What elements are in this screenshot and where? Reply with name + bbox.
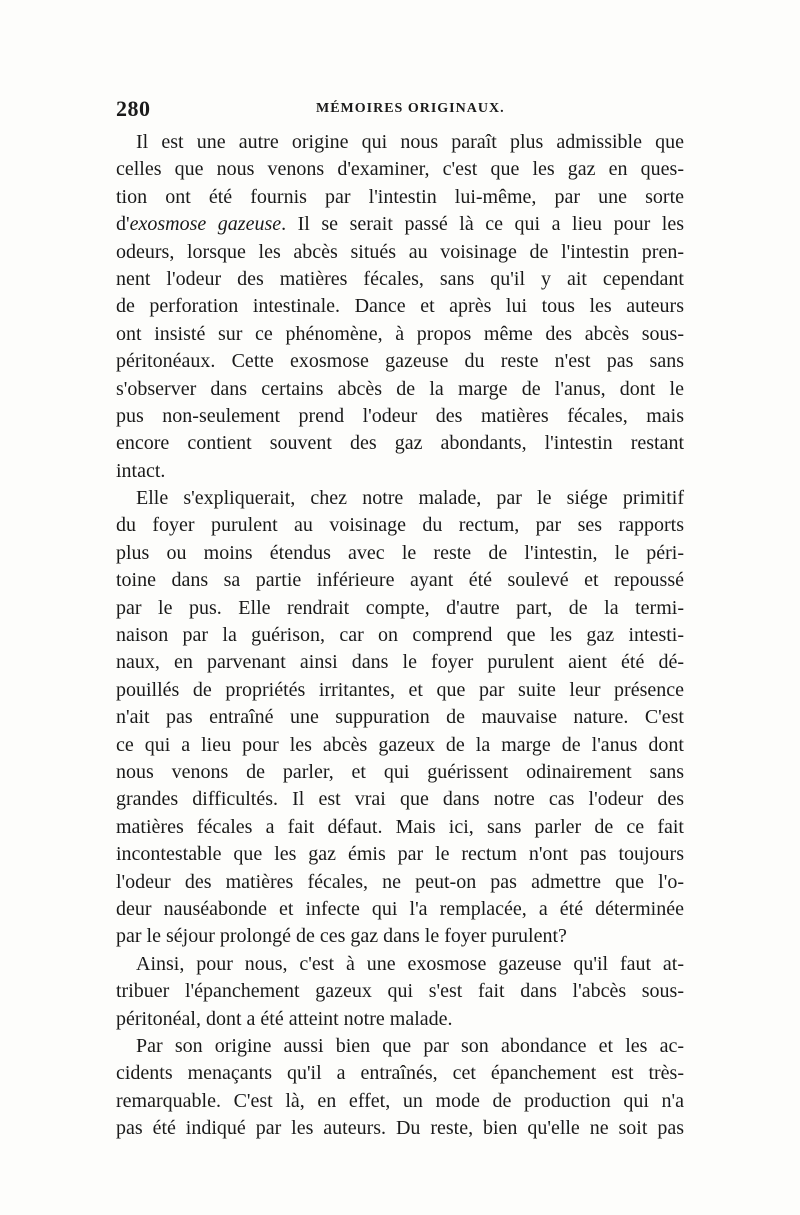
text-line: s'observer dans certains abcès de la marge de l'anus, dont le [116, 377, 684, 400]
text-line: pus non-seulement prend l'odeur des matières fécales, mais [116, 404, 684, 427]
text-line: celles que nous venons d'examiner, c'est que les gaz en ques- [116, 158, 684, 181]
text-line: ont insisté sur ce phénomène, à propos même des abcès sous- [116, 322, 684, 345]
text-line: ce qui a lieu pour les abcès gazeux de la marge de l'anus dont [116, 733, 684, 756]
italic-emphasis: exosmose gazeuse [129, 213, 282, 236]
text-line: par le séjour prolongé de ces gaz dans le foyer purulent? [116, 925, 567, 948]
text-line: péritonéaux. Cette exosmose gazeuse du reste n'est pas sans [116, 350, 684, 373]
text-line: toine dans sa partie inférieure ayant été soulevé et repoussé [116, 569, 684, 592]
text-line: pouillés de propriétés irritantes, et que par suite leur présence [116, 678, 684, 701]
text-line: péritonéal, dont a été atteint notre malade. [116, 1007, 453, 1030]
text-line: deur nauséabonde et infecte qui l'a remplacée, a été déterminée [116, 897, 684, 920]
text-line: d'exosmose gazeuse. Il se serait passé là ce qui a lieu pour les [116, 213, 684, 236]
text-line: tion ont été fournis par l'intestin lui-même, par une sorte [116, 185, 684, 208]
text-line: matières fécales a fait défaut. Mais ici, sans parler de ce fait [116, 815, 684, 838]
text-line: Ainsi, pour nous, c'est à une exosmose gazeuse qu'il faut at- [136, 952, 684, 975]
text-line: nent l'odeur des matières fécales, sans qu'il y ait cependant [116, 267, 684, 290]
text-line: encore contient souvent des gaz abondants, l'intestin restant [116, 432, 684, 455]
text-line: Il est une autre origine qui nous paraît plus admissible que [136, 131, 684, 153]
text-line: naux, en parvenant ainsi dans le foyer purulent aient été dé- [116, 651, 684, 674]
text-line: pas été indiqué par les auteurs. Du reste, bien qu'elle ne soit pas [116, 1117, 684, 1140]
text-line: plus ou moins étendus avec le reste de l'intestin, le péri- [116, 541, 684, 564]
text-line: Elle s'expliquerait, chez notre malade, par le siége primitif [136, 487, 684, 510]
text-line: incontestable que les gaz émis par le rectum n'ont pas toujours [116, 843, 684, 866]
text-line: de perforation intestinale. Dance et après lui tous les auteurs [116, 295, 684, 318]
text-line: du foyer purulent au voisinage du rectum, par ses rapports [116, 514, 684, 537]
text-line: odeurs, lorsque les abcès situés au voisinage de l'intestin pren- [116, 240, 684, 263]
running-title: MÉMOIRES ORIGINAUX. [316, 101, 505, 116]
text-line: remarquable. C'est là, en effet, un mode de production qui n'a [116, 1089, 684, 1112]
text-line: l'odeur des matières fécales, ne peut-on pas admettre que l'o- [116, 870, 684, 893]
text-line: par le pus. Elle rendrait compte, d'autre part, de la termi- [116, 596, 684, 619]
text-line: tribuer l'épanchement gazeux qui s'est fait dans l'abcès sous- [116, 980, 684, 1003]
text-line: n'ait pas entraîné une suppuration de mauvaise nature. C'est [116, 706, 684, 729]
text-line: grandes difficultés. Il est vrai que dans notre cas l'odeur des [116, 788, 684, 811]
text-line: nous venons de parler, et qui guérissent odinairement sans [116, 760, 684, 783]
page-number: 280 [116, 96, 151, 121]
text-line: naison par la guérison, car on comprend que les gaz intesti- [116, 624, 684, 647]
text-line: cidents menaçants qu'il a entraînés, cet épanchement est très- [116, 1062, 684, 1085]
text-line: Par son origine aussi bien que par son abondance et les ac- [136, 1034, 684, 1057]
running-head [116, 96, 686, 120]
body-text [116, 129, 684, 1142]
text-line: intact. [116, 459, 166, 482]
